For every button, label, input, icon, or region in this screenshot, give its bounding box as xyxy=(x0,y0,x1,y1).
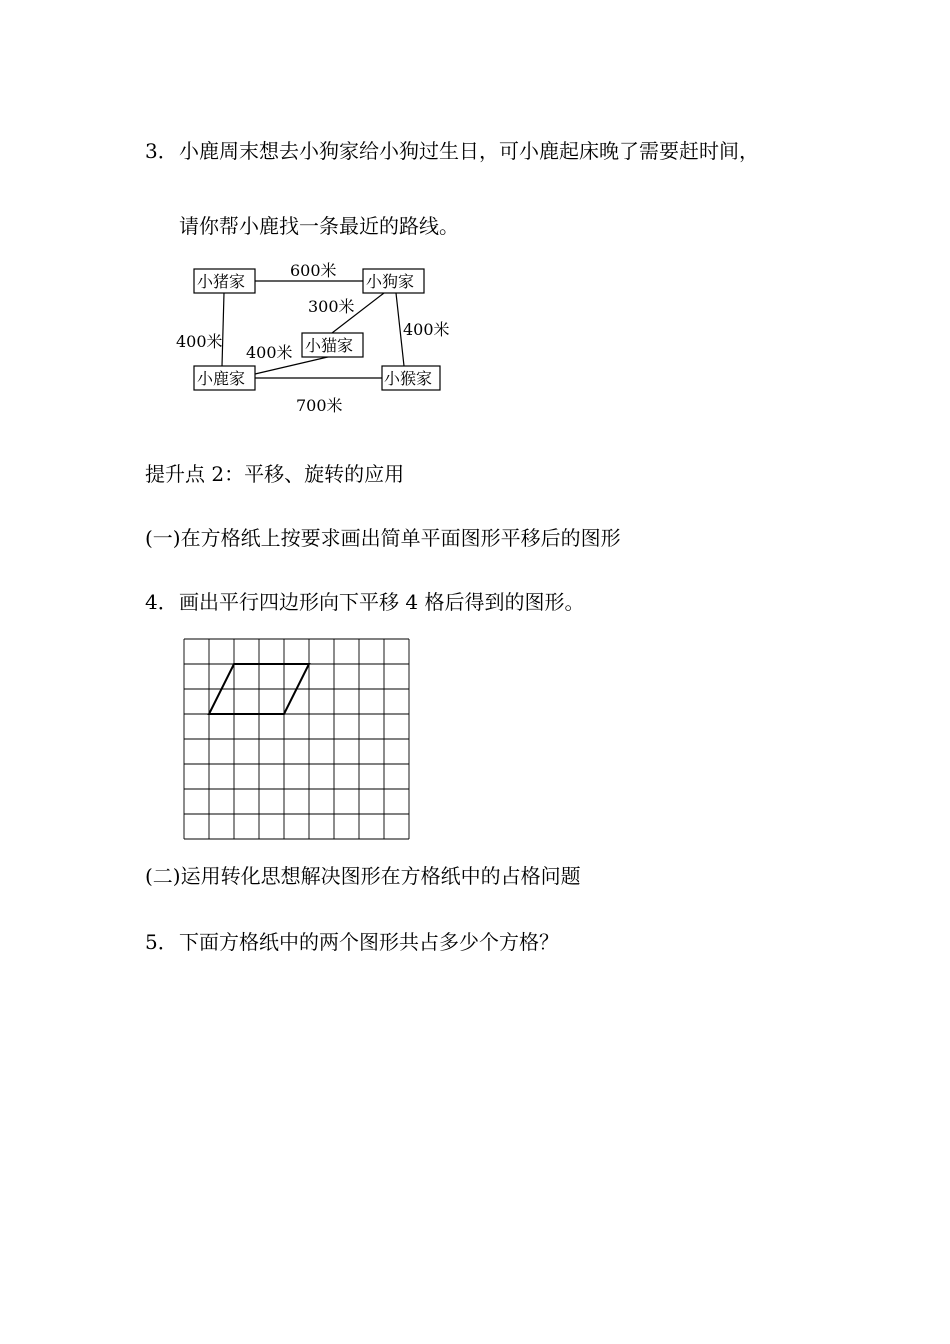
grid-lines xyxy=(184,639,409,839)
node-monkey-home xyxy=(382,366,440,390)
node-cat-label: 小猫家 xyxy=(305,336,354,355)
node-dog-label: 小狗家 xyxy=(366,272,415,291)
dist-cat-dog: 300米 xyxy=(308,297,355,316)
sub1-heading: (一)在方格纸上按要求画出简单平面图形平移后的图形 xyxy=(145,526,621,550)
q3-number: 3． xyxy=(145,139,178,163)
q4-line xyxy=(145,588,584,616)
dist-dog-monkey: 400米 xyxy=(403,320,450,339)
q3-line2: 请你帮小鹿找一条最近的路线。 xyxy=(179,214,459,238)
sub2-heading: (二)运用转化思想解决图形在方格纸中的占格问题 xyxy=(145,864,581,888)
node-dog-home xyxy=(363,269,424,293)
section2-heading: 提升点 2：平移、旋转的应用 xyxy=(145,462,405,486)
dist-deer-cat: 400米 xyxy=(246,343,293,362)
node-cat-home xyxy=(302,333,363,357)
node-monkey-label: 小猴家 xyxy=(384,369,433,388)
node-deer-home xyxy=(194,366,255,390)
dist-deer-monkey: 700米 xyxy=(296,396,343,415)
route-map xyxy=(170,260,460,425)
q4-text: 画出平行四边形向下平移 4 格后得到的图形。 xyxy=(179,590,585,614)
q5-text: 下面方格纸中的两个图形共占多少个方格？ xyxy=(179,930,559,954)
q4-number: 4． xyxy=(145,590,178,614)
q3-line1 xyxy=(145,137,759,165)
road-pig-deer xyxy=(222,293,224,366)
node-pig-home xyxy=(194,269,255,293)
q5-line xyxy=(145,928,559,956)
dist-pig-dog: 600米 xyxy=(290,261,337,280)
grid-paper xyxy=(183,638,411,828)
q3-text: 小鹿周末想去小狗家给小狗过生日，可小鹿起床晚了需要赶时间， xyxy=(179,139,759,163)
node-pig-label: 小猪家 xyxy=(197,272,246,291)
dist-pig-deer: 400米 xyxy=(176,332,223,351)
node-deer-label: 小鹿家 xyxy=(197,369,246,388)
q5-number: 5． xyxy=(145,930,178,954)
